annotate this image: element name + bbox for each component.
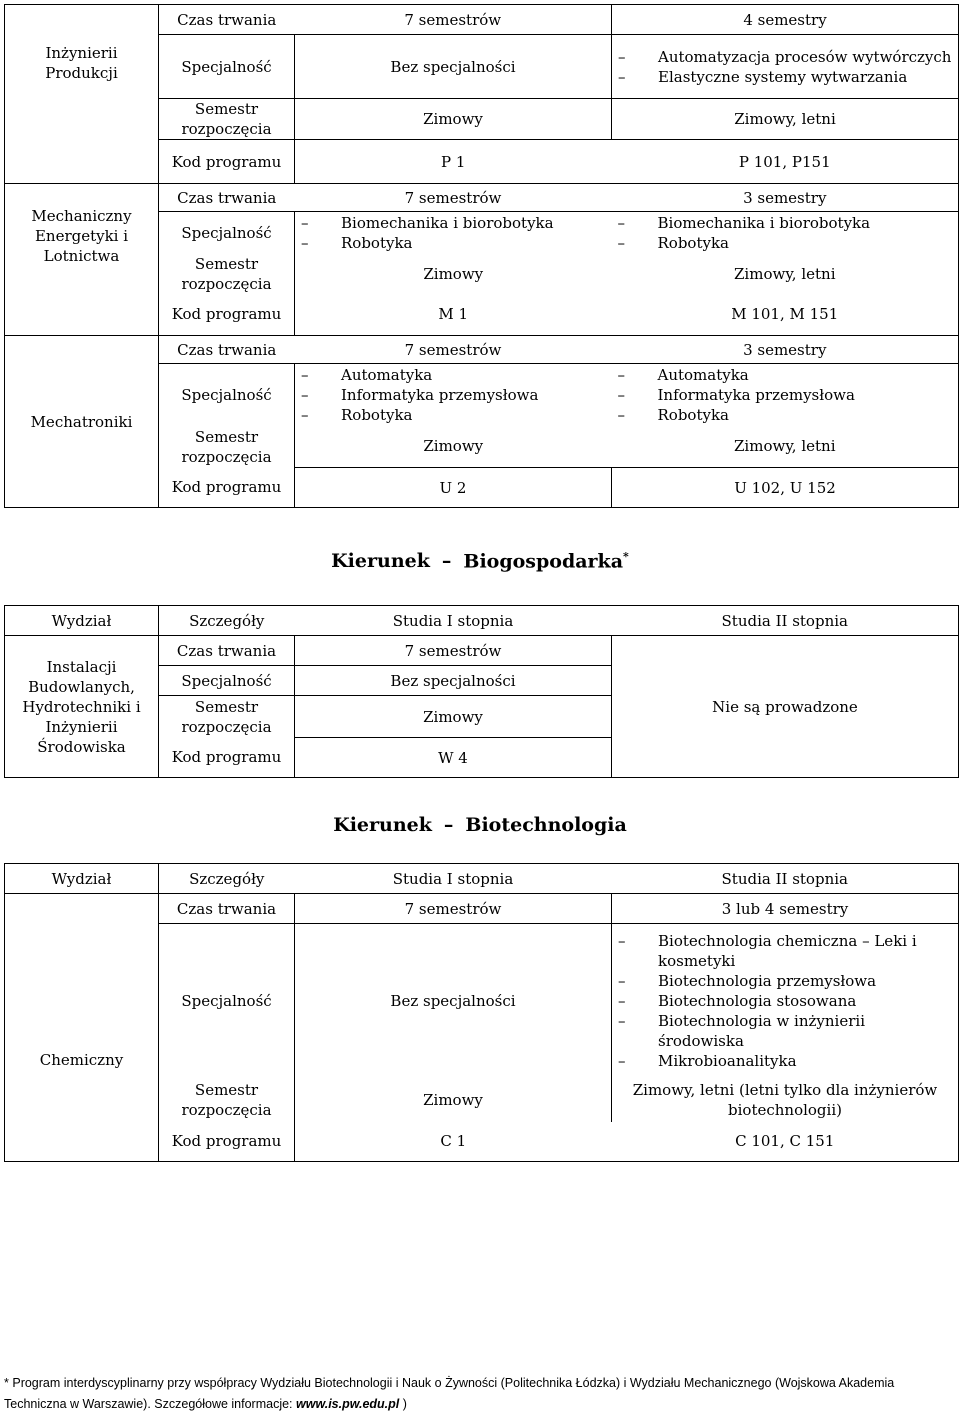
start-semester-label: Semestr rozpoczęcia	[159, 1078, 295, 1122]
duration-label: Czas trwania	[159, 184, 295, 212]
duration-second-cycle: 4 semestry	[612, 5, 959, 35]
specialty-label: Specjalność	[159, 35, 295, 99]
duration-first-cycle: 7 semestrów	[295, 636, 612, 666]
program-code-first-cycle: P 1	[295, 140, 612, 184]
list-item: – Biotechnologia chemiczna – Leki i kosmetyki	[616, 931, 954, 971]
footnote-text: Program interdyscyplinarny przy współpracy Wydziału Biotechnologii i Nauk o Żywności (Politechnika Łódzka) i Wydziału Mechanicznego (Wojskowa Akademia Techniczna w Warszawie). Szczegółowe informacje:	[4, 1376, 895, 1411]
list-item: – Robotyka	[616, 405, 955, 425]
second-cycle-status: Nie są prowadzone	[612, 636, 959, 778]
specialty-first-cycle: Bez specjalności	[295, 924, 612, 1078]
program-code-second-cycle: C 101, C 151	[612, 1122, 959, 1162]
biogospodarka-table	[4, 605, 959, 778]
program-code-first-cycle: W 4	[295, 738, 612, 778]
program-code-second-cycle: M 101, M 151	[612, 294, 959, 336]
duration-second-cycle: 3 semestry	[612, 336, 959, 364]
start-semester-first-cycle: Zimowy	[295, 254, 612, 294]
duration-first-cycle: 7 semestrów	[295, 5, 612, 35]
duration-second-cycle: 3 semestry	[612, 184, 959, 212]
biotechnologia-table	[4, 863, 959, 1162]
program-code-second-cycle: P 101, P151	[612, 140, 959, 184]
faculty-name: Instalacji Budowlanych, Hydrotechniki i Inżynierii Środowiska	[5, 636, 159, 778]
start-semester-second-cycle: Zimowy, letni	[612, 254, 959, 294]
program-code-first-cycle: C 1	[295, 1122, 612, 1162]
header-faculty: Wydział	[5, 864, 159, 894]
header-details: Szczegóły	[159, 606, 295, 636]
specialty-label: Specjalność	[159, 924, 295, 1078]
heading-dash: –	[443, 814, 454, 836]
duration-label: Czas trwania	[159, 5, 295, 35]
start-semester-second-cycle: Zimowy, letni (letni tylko dla inżynierów biotechnologii)	[612, 1078, 959, 1122]
header-first-cycle: Studia I stopnia	[295, 864, 612, 894]
section-heading-biogospodarka	[0, 550, 960, 572]
list-item: – Automatyzacja procesów wytwórczych	[616, 47, 954, 67]
header-second-cycle: Studia II stopnia	[612, 864, 959, 894]
program-code-first-cycle: M 1	[295, 294, 612, 336]
list-item: – Informatyka przemysłowa	[616, 385, 955, 405]
start-semester-label: Semestr rozpoczęcia	[159, 99, 295, 140]
start-semester-second-cycle: Zimowy, letni	[612, 99, 959, 140]
list-item: – Elastyczne systemy wytwarzania	[616, 67, 954, 87]
start-semester-label: Semestr rozpoczęcia	[159, 696, 295, 738]
list-item: – Informatyka przemysłowa	[299, 385, 608, 405]
list-item: – Mikrobioanalityka	[616, 1051, 954, 1071]
program-code-label: Kod programu	[159, 468, 295, 508]
start-semester-first-cycle: Zimowy	[295, 99, 612, 140]
program-code-label: Kod programu	[159, 294, 295, 336]
heading-name: Biotechnologia	[465, 814, 627, 836]
header-second-cycle: Studia II stopnia	[612, 606, 959, 636]
specialty-first-cycle: Bez specjalności	[295, 666, 612, 696]
start-semester-first-cycle: Zimowy	[295, 1078, 612, 1122]
list-item: – Biomechanika i biorobotyka	[299, 213, 608, 233]
duration-first-cycle: 7 semestrów	[295, 894, 612, 924]
specialty-list	[616, 931, 954, 1071]
footnote	[4, 1373, 954, 1415]
faculty-name: Inżynierii Produkcji	[5, 5, 159, 184]
list-item: – Biomechanika i biorobotyka	[616, 213, 955, 233]
start-semester-label: Semestr rozpoczęcia	[159, 426, 295, 468]
list-item: – Robotyka	[299, 405, 608, 425]
program-code-label: Kod programu	[159, 140, 295, 184]
specialty-label: Specjalność	[159, 364, 295, 426]
heading-dash: –	[441, 550, 452, 573]
footnote-marker: *	[4, 1376, 9, 1390]
program-code-label: Kod programu	[159, 1122, 295, 1162]
duration-label: Czas trwania	[159, 636, 295, 666]
duration-label: Czas trwania	[159, 894, 295, 924]
faculty-name: Mechatroniki	[5, 336, 159, 508]
start-semester-first-cycle: Zimowy	[295, 426, 612, 468]
specialty-list	[616, 213, 955, 253]
start-semester-label: Semestr rozpoczęcia	[159, 254, 295, 294]
specialty-list	[616, 365, 955, 425]
heading-word: Kierunek	[331, 550, 430, 573]
duration-first-cycle: 7 semestrów	[295, 184, 612, 212]
header-first-cycle: Studia I stopnia	[295, 606, 612, 636]
specialty-first-cycle: Bez specjalności	[295, 35, 612, 99]
program-code-first-cycle: U 2	[295, 468, 612, 508]
faculty-name: Chemiczny	[5, 894, 159, 1162]
footnote-link[interactable]: www.is.pw.edu.pl	[296, 1397, 400, 1411]
specialty-list	[299, 213, 608, 253]
header-faculty: Wydział	[5, 606, 159, 636]
specialty-label: Specjalność	[159, 212, 295, 254]
list-item: – Biotechnologia w inżynierii środowiska	[616, 1011, 954, 1051]
list-item: – Automatyka	[616, 365, 955, 385]
faculty-name: Mechaniczny Energetyki i Lotnictwa	[5, 184, 159, 336]
specialty-list	[616, 47, 954, 87]
duration-label: Czas trwania	[159, 336, 295, 364]
program-code-label: Kod programu	[159, 738, 295, 778]
list-item: – Automatyka	[299, 365, 608, 385]
list-item: – Biotechnologia przemysłowa	[616, 971, 954, 991]
start-semester-second-cycle: Zimowy, letni	[612, 426, 959, 468]
list-item: – Biotechnologia stosowana	[616, 991, 954, 1011]
list-item: – Robotyka	[299, 233, 608, 253]
header-details: Szczegóły	[159, 864, 295, 894]
footnote-marker: *	[623, 550, 629, 563]
duration-second-cycle: 3 lub 4 semestry	[612, 894, 959, 924]
duration-first-cycle: 7 semestrów	[295, 336, 612, 364]
start-semester-first-cycle: Zimowy	[295, 696, 612, 738]
study-programs-table	[4, 4, 959, 508]
program-code-second-cycle: U 102, U 152	[612, 468, 959, 508]
heading-name: Biogospodarka*	[463, 550, 629, 573]
list-item: – Robotyka	[616, 233, 955, 253]
specialty-label: Specjalność	[159, 666, 295, 696]
specialty-list	[299, 365, 608, 425]
footnote-tail: )	[399, 1397, 407, 1411]
heading-word: Kierunek	[333, 814, 432, 836]
section-heading-biotechnologia	[0, 814, 960, 836]
